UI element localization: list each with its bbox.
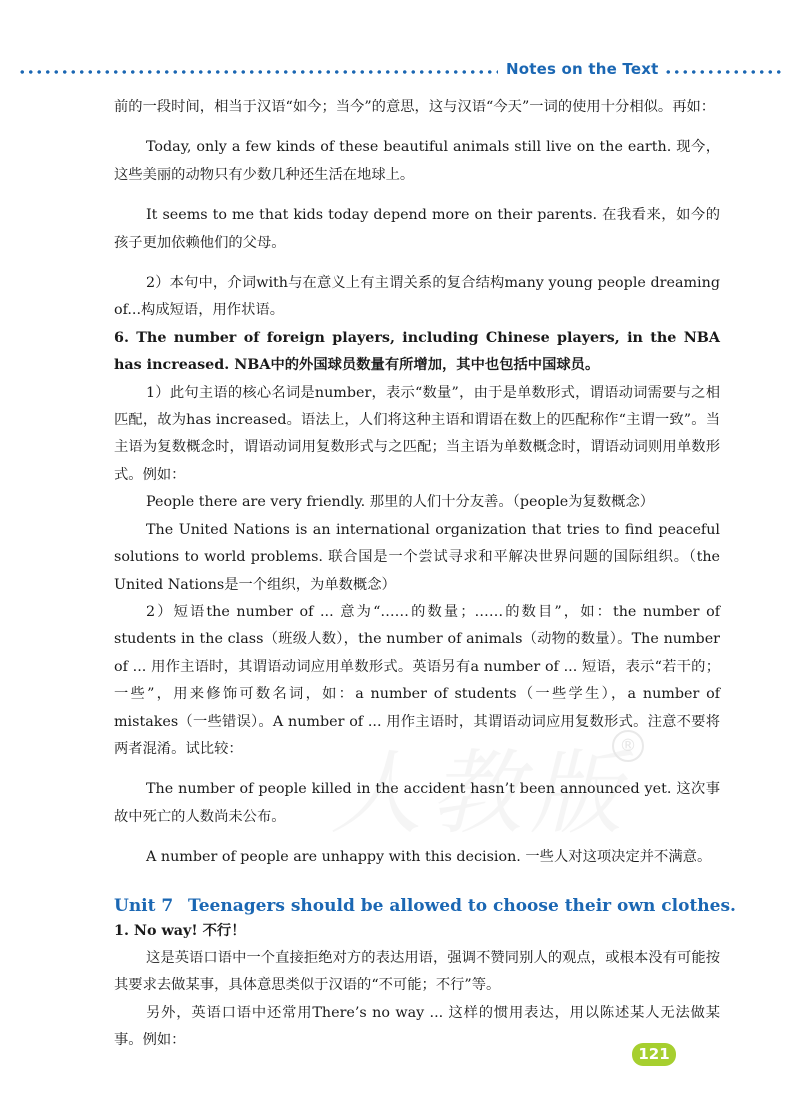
note-paragraph: 2）本句中，介词with与在意义上有主谓关系的复合结构many young people dreaming of...构成短语，用作状语。 [114,275,720,319]
example-sentence: People there are very friendly. 那里的人们十分友善。（people为复数概念） [146,494,655,511]
example-sentence: Today, only a few kinds of these beautiful animals still live on the earth. 现今，这些美丽的动物只有少数几种还生活在地球上。 [114,139,720,183]
example-sentence: The number of people killed in the accident hasn’t been announced yet. 这次事故中死亡的人数尚未公布。 [114,781,720,825]
page-body [114,94,736,1055]
example-sentence: A number of people are unhappy with this decision. 一些人对这项决定并不满意。 [146,849,712,866]
page-number-badge: 121 [632,1043,676,1066]
header-dotted-rule-right [664,70,784,74]
note-paragraph: 另外，英语口语中还常用There’s no way ... 这样的惯用表达，用以陈述某人无法做某事。例如： [114,1004,720,1049]
note-paragraph: 2）短语the number of ... 意为“……的数量；……的数目”，如：the number of students in the class（班级人数），the number of animals（动物的数量）。The number of ... 用作主语时，其谓语动词应用单数形式。英语另有a number of ... 短语，表示“若干的；一些”，用来修饰可数名词，如：a number of students（一些学生），a number of mistakes（一些错误）。A number of ... 用作主语时，其谓语动词应用复数形式。注意不要将两者混淆。试比较： [114,603,720,757]
note-paragraph: 1）此句主语的核心名词是number，表示“数量”，由于是单数形式，谓语动词需要与之相匹配，故为has increased。语法上，人们将这种主语和谓语在数上的匹配称作“主谓一致”。当主语为复数概念时，谓语动词用复数形式与之匹配；当主语为单数概念时，谓语动词则用单数形式。例如： [114,384,720,483]
unit-heading [114,894,736,918]
header-dotted-rule-left [18,70,498,74]
running-header [0,58,800,84]
paragraph: 前的一段时间，相当于汉语“如今；当今”的意思，这与汉语“今天”一词的使用十分相似。再如： [114,99,716,115]
example-sentence: The United Nations is an international organization that tries to find peaceful solutions to world problems. 联合国是一个尝试寻求和平解决世界问题的国际组织。（the United Nations是一个组织，为单数概念） [114,521,720,593]
note-heading: 6. The number of foreign players, including Chinese players, in the NBA has increased. NBA中的外国球员数量有所增加，其中也包括中国球员。 [114,329,720,374]
note-paragraph: 这是英语口语中一个直接拒绝对方的表达用语，强调不赞同别人的观点，或根本没有可能按其要求去做某事，具体意思类似于汉语的“不可能；不行”等。 [114,949,720,994]
registered-trademark-mark: ® [612,730,644,762]
unit-number: Unit 7 [114,895,174,916]
section-title: Notes on the Text [506,60,659,78]
unit-title: Teenagers should be allowed to choose their own clothes. [188,895,736,916]
example-sentence: It seems to me that kids today depend more on their parents. 在我看来，如今的孩子更加依赖他们的父母。 [114,207,720,251]
note-heading: 1. No way! 不行！ [114,922,246,939]
